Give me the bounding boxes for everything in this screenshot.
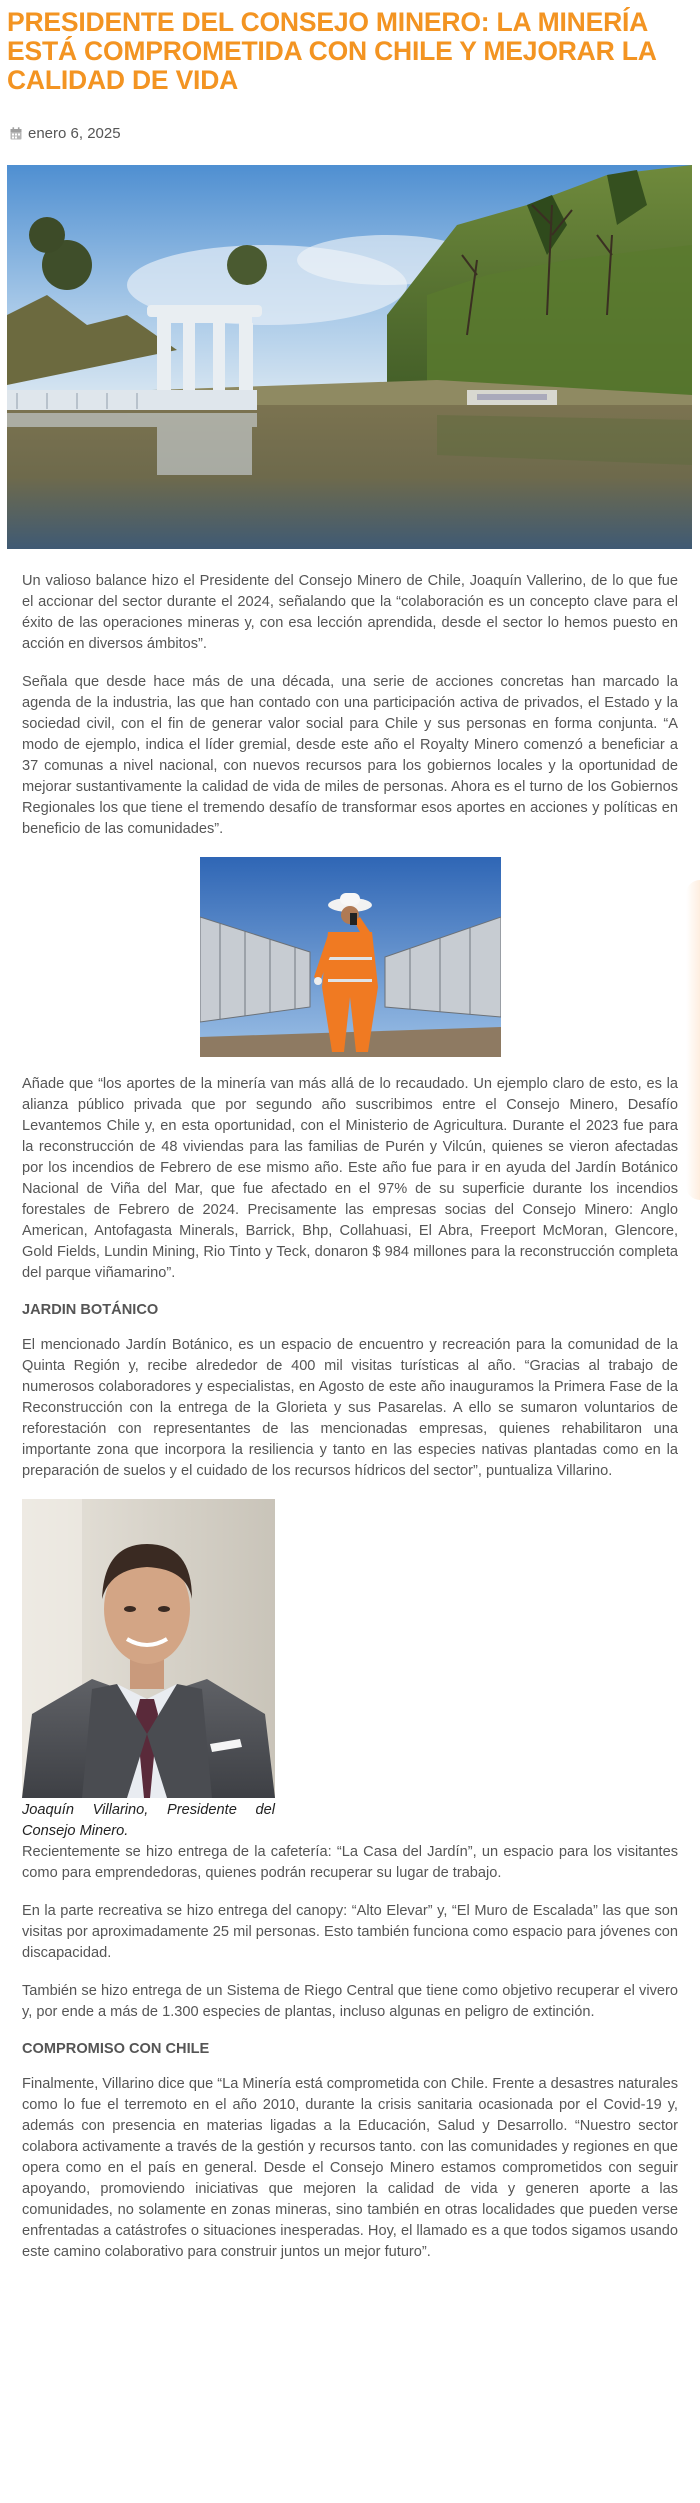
paragraph-4: El mencionado Jardín Botánico, es un espacio de encuentro y recreación para la comunidad de la Quinta Región y, recibe alrededor de 400 mil visitas turísticas al año. “Gracias al trabajo de numerosos colaboradores y especialistas, en Agosto de este año inauguramos la Primera Fase de la Reconstrucción con la entrega de la Glorieta y sus Pasarelas. A ello se sumaron voluntarios de reforestación con representantes de las mencionadas empresas, quienes rehabilitaron una importante zona que incorpora la resiliencia y tanto en las especies nativas plantadas como en la preparación de suelos y el cuidado de los recursos hídricos del sector”, puntualiza Villarino.	[22, 1337, 678, 1479]
portrait-joaquin-villarino	[22, 1499, 275, 1798]
hero-image-garden-lake	[7, 165, 692, 549]
section-heading-compromiso: COMPROMISO CON CHILE	[22, 2041, 210, 2057]
section-heading-jardin-botanico: JARDIN BOTÁNICO	[22, 1302, 159, 1318]
paragraph-2: Señala que desde hace más de una década, una serie de acciones concretas han marcado la agenda de la industria, las que han contado con una participación activa de privados, el Estado y la sociedad civil, con el fin de generar valor social para Chile y sus personas en forma conjunta. “A modo de ejemplo, indica el líder gremial, desde este año el Royalty Minero comenzó a beneficiar a 37 comunas a nivel nacional, con nuevos recursos para los gobiernos locales y la oportunidad de mejorar sustantivamente la calidad de vida de miles de personas. Ahora es el turno de los Gobiernos Regionales los que tiene el tremendo desafío de transformar esos aportes en acciones y políticas en beneficio de las comunidades”.	[22, 674, 678, 837]
paragraph-7: También se hizo entrega de un Sistema de Riego Central que tiene como objetivo recuperar el vivero y, por ende a más de 1.300 especies de plantas, incluso algunas en peligro de extinción.	[22, 1983, 678, 2020]
article-title: PRESIDENTE DEL CONSEJO MINERO: LA MINERÍA ESTÁ COMPROMETIDA CON CHILE Y MEJORAR LA CALIDAD DE VIDA	[7, 7, 656, 95]
paragraph-6: En la parte recreativa se hizo entrega del canopy: “Alto Elevar” y, “El Muro de Escalada” las que son visitas por aproximadamente 25 mil personas. Esto también funciona como espacio para jóvenes con discapacidad.	[22, 1903, 678, 1961]
calendar-icon	[10, 127, 22, 140]
paragraph-1: Un valioso balance hizo el Presidente del Consejo Minero de Chile, Joaquín Vallerino, de lo que fue el accionar del sector durante el 2024, señalando que la “colaboración es un concepto clave para el éxito de las operaciones mineras y, con esa lección aprendida, desde el sector lo hemos puesto en acción en diversos ámbitos”.	[22, 573, 678, 652]
page-edge-shadow	[686, 880, 700, 1200]
post-meta	[10, 125, 700, 142]
paragraph-5: Recientemente se hizo entrega de la cafetería: “La Casa del Jardín”, un espacio para los visitantes como para emprendedoras, quienes podrán recuperar su lugar de trabajo.	[22, 1844, 678, 1881]
paragraph-3: Añade que “los aportes de la minería van más allá de lo recaudado. Un ejemplo claro de esto, es la alianza público privada que por segundo año suscribimos entre el Consejo Minero, Desafío Levantemos Chile y, en esta oportunidad, con el Ministerio de Agricultura. Durante el 2023 fue para la reconstrucción de 48 viviendas para las familias de Purén y Vilcún, quienes se vieron afectadas por los incendios de Febrero de ese mismo año. Este año fue para ir en ayuda del Jardín Botánico Nacional de Viña del Mar, que fue afectado en el 97% de su superficie durante los incendios forestales de Febrero de 2024. Precisamente las empresas socias del Consejo Minero: Anglo American, Antofagasta Minerals, Barrick, Bhp, Collahuasi, El Abra, Freeport McMoran, Glencore, Gold Fields, Lundin Mining, Rio Tinto y Teck, donaron $ 984 millones para la reconstrucción completa del parque viñamarino”.	[22, 1076, 678, 1281]
post-date[interactable]: enero 6, 2025	[28, 125, 121, 142]
paragraph-8: Finalmente, Villarino dice que “La Minería está comprometida con Chile. Frente a desastres naturales como lo fue el terremoto en el año 2010, durante la crisis sanitaria ocasionada por el Covid-19 y, además con presencia en materias ligadas a la Educación, Salud y Desarrollo. “Nuestro sector colabora activamente a través de la gestión y recursos tanto. con las comunidades y regiones en que opera como en el país en general. Desde el Consejo Minero estamos comprometidos con seguir apoyando, promoviendo iniciativas que mejoren la calidad de vida y generen aporte a las comunidades, no solamente en zonas mineras, sino también en otras localidades que pueden verse enfrentadas a catástrofes o situaciones inesperadas. Hoy, el llamado es a que todos sigamos usando este camino colaborativo para construir juntos un mejor futuro”.	[22, 2076, 678, 2260]
mining-worker-photo	[200, 857, 501, 1057]
portrait-caption: Joaquín Villarino, Presidente del Consejo Minero.	[22, 1802, 275, 1839]
